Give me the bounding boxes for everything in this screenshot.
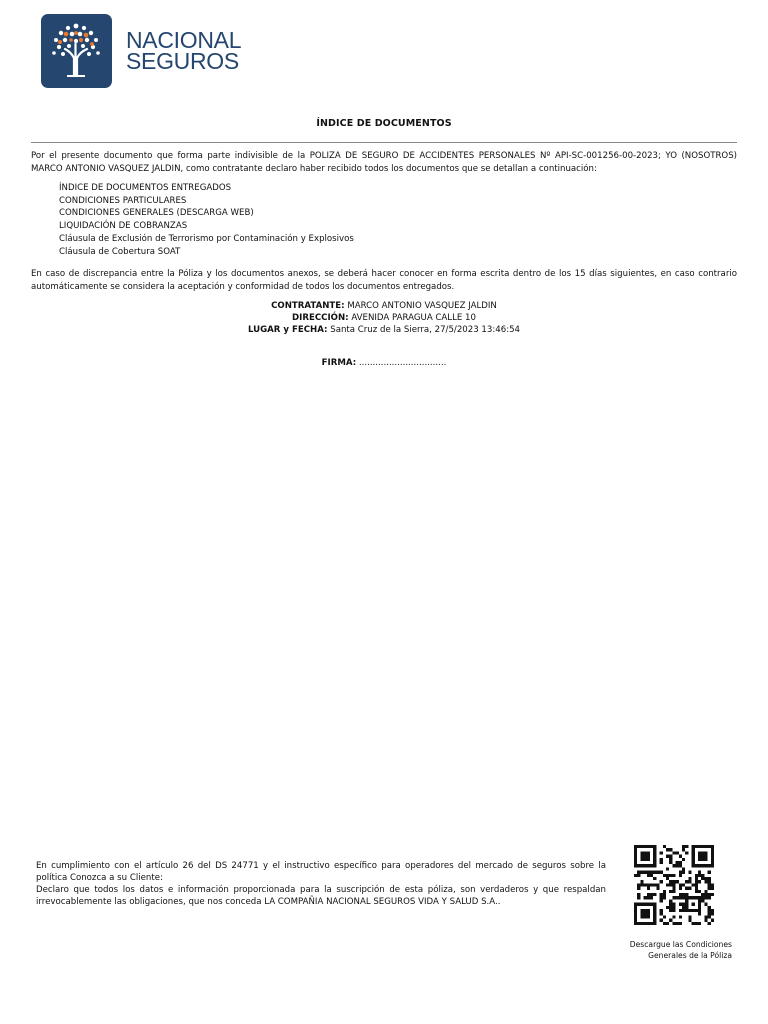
list-item: LIQUIDACIÓN DE COBRANZAS (59, 221, 188, 232)
compliance-line-2: Declaro que todos los datos e información proporcionada para la suscripción de esta póliza, son verdaderos y que respaldan irrevocablemente las obligaciones, que nos conceda LA COMPAÑIA NACIONAL SEGUROS VIDA Y SALUD S.A.. (36, 885, 606, 907)
signature-line (0, 358, 768, 368)
lugar-fecha-label: LUGAR y FECHA: (247, 325, 328, 335)
direccion-label: DIRECCIÓN: (292, 313, 349, 323)
list-item: Cláusula de Cobertura SOAT (59, 246, 181, 257)
compliance-line-1: En cumplimiento con el artículo 26 del DS 24771 y el instructivo específico para operadores del mercado de seguros sobre la política Conozca a su Cliente: (36, 861, 606, 883)
list-item: Cláusula de Exclusión de Terrorismo por Contaminación y Explosivos (59, 233, 354, 244)
logo-line-2: SEGUROS (126, 48, 239, 74)
company-logo (41, 14, 241, 88)
contract-details (0, 300, 768, 336)
logo-line-1: NACIONAL (126, 27, 242, 53)
lugar-fecha-row (0, 324, 768, 336)
qr-code[interactable] (634, 845, 714, 925)
lugar-fecha-value: Santa Cruz de la Sierra, 27/5/2023 13:46:54 (330, 325, 521, 335)
qr-caption-line-1: Descargue las Condiciones (629, 940, 732, 949)
logo-wordmark (126, 27, 242, 74)
direccion-row (0, 312, 768, 324)
qr-caption-line-2: Generales de la Póliza (648, 950, 732, 960)
contratante-row (0, 300, 768, 312)
qr-caption (600, 940, 732, 961)
list-item: CONDICIONES GENERALES (DESCARGA WEB) (59, 208, 254, 219)
contratante-value: MARCO ANTONIO VASQUEZ JALDIN (347, 301, 497, 311)
firma-label: FIRMA: (321, 358, 357, 368)
document-title: ÍNDICE DE DOCUMENTOS (316, 118, 452, 129)
discrepancy-paragraph: En caso de discrepancia entre la Póliza y los documentos anexos, se deberá hacer conocer en forma escrita dentro de los 15 días siguientes, en caso contrario automáticamente se considera la aceptación y conformidad de todos los documentos entregados. (31, 269, 737, 292)
list-item: CONDICIONES PARTICULARES (59, 195, 187, 206)
compliance-text (36, 860, 606, 908)
list-item: ÍNDICE DE DOCUMENTOS ENTREGADOS (59, 183, 232, 193)
firma-dots: ................................ (358, 358, 447, 368)
intro-paragraph: Por el presente documento que forma parte indivisible de la POLIZA DE SEGURO DE ACCIDENTES PERSONALES Nº API-SC-001256-00-2023; YO (NOSOTROS) MARCO ANTONIO VASQUEZ JALDIN, como contratante declaro haber recibido todos los documentos que se detallan a continuación: (31, 151, 737, 174)
contratante-label: CONTRATANTE: (271, 301, 345, 311)
direccion-value: AVENIDA PARAGUA CALLE 10 (351, 313, 476, 323)
title-divider (31, 142, 737, 143)
tree-logo-icon (41, 14, 112, 88)
document-list (59, 182, 354, 258)
